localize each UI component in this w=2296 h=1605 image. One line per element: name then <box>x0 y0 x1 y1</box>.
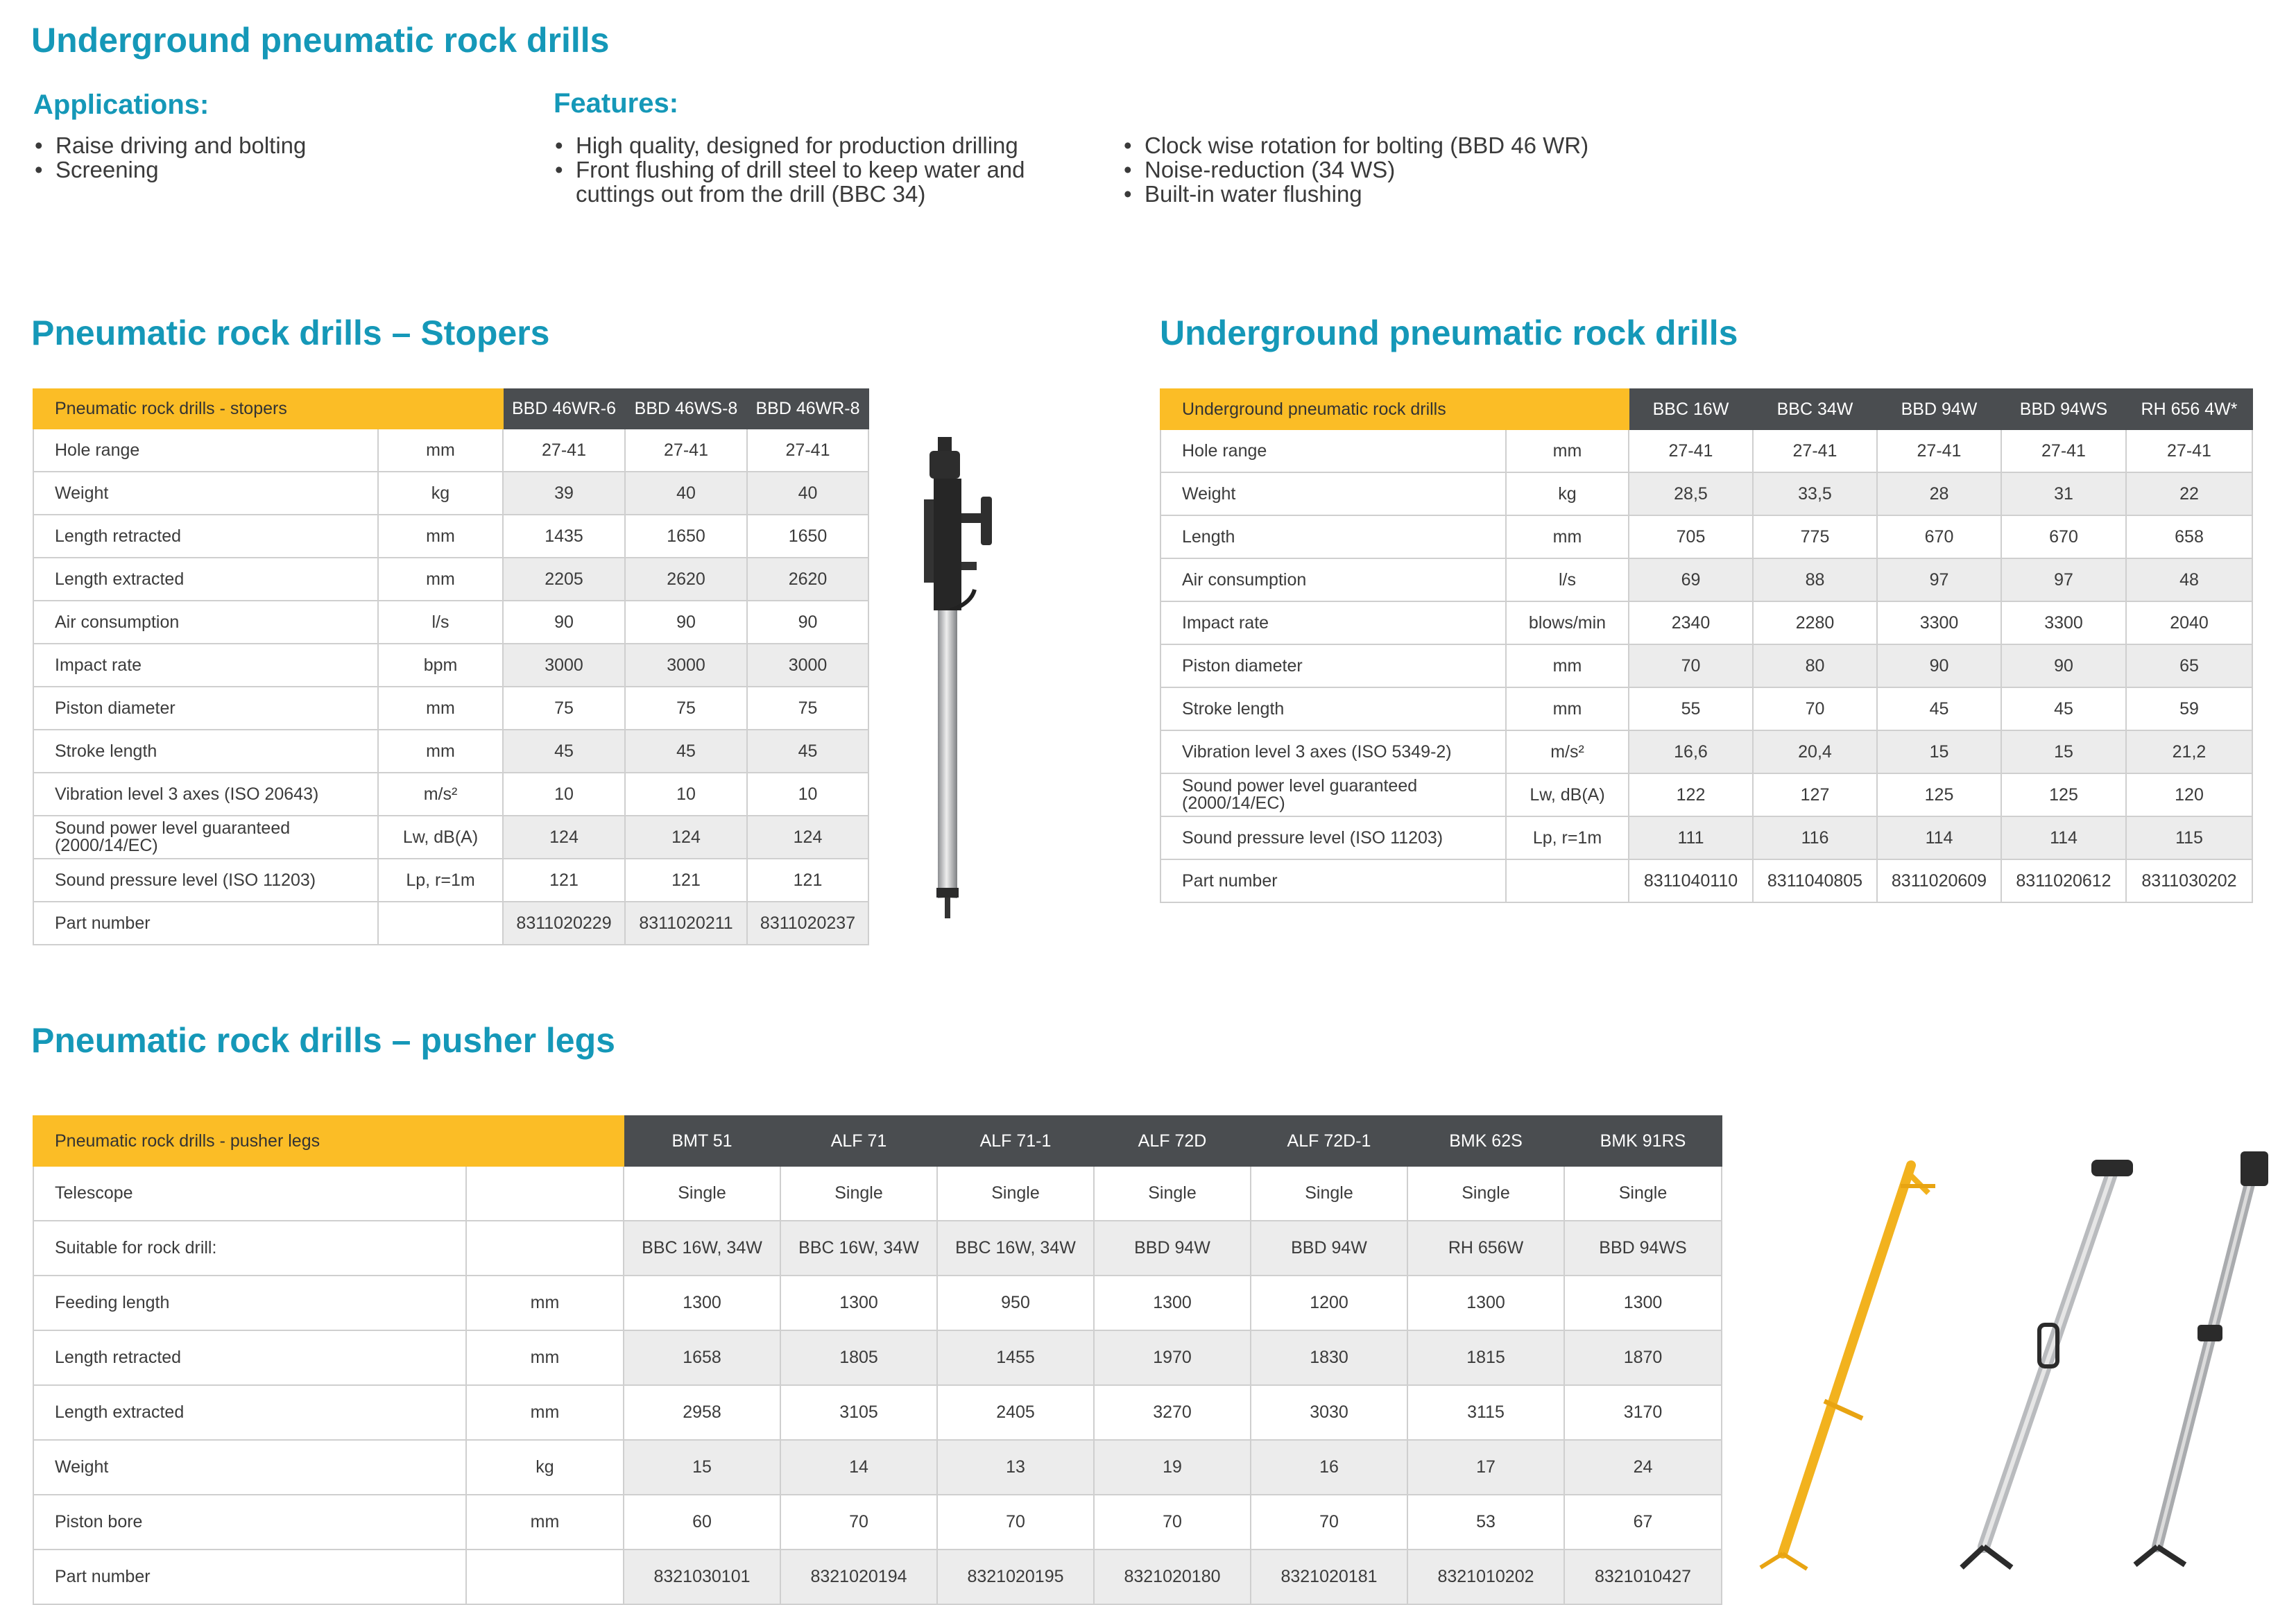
table-row <box>33 773 868 816</box>
cell-value: 670 <box>2001 515 2126 558</box>
cell-value: BBD 94W <box>1094 1221 1251 1276</box>
table-row <box>33 1330 1722 1385</box>
table-header-row <box>1160 389 2252 429</box>
list-item: • Built-in water flushing <box>1122 182 1677 206</box>
row-label: Piston diameter <box>33 687 378 730</box>
table-row <box>33 601 868 644</box>
cell-value: 90 <box>1877 644 2001 687</box>
silver-pusher-leg-image <box>1935 1151 2143 1574</box>
cell-value: 97 <box>2001 558 2126 601</box>
cell-value: 59 <box>2126 687 2252 730</box>
cell-value: 1300 <box>780 1276 937 1330</box>
row-unit: m/s² <box>1506 730 1629 773</box>
row-unit: bpm <box>378 644 503 687</box>
cell-value: 2040 <box>2126 601 2252 644</box>
row-unit: kg <box>1506 472 1629 515</box>
pusher-table <box>33 1115 1722 1605</box>
cell-value: 75 <box>625 687 747 730</box>
table-row <box>33 859 868 902</box>
table-header-row <box>33 389 868 429</box>
features-list-col2 <box>1122 133 1677 206</box>
row-unit: Lp, r=1m <box>378 859 503 902</box>
cell-value: 45 <box>1877 687 2001 730</box>
cell-value: Single <box>1564 1166 1722 1221</box>
table-row <box>33 1385 1722 1440</box>
cell-value: 2620 <box>747 558 868 601</box>
table-row <box>33 1221 1722 1276</box>
cell-value: 31 <box>2001 472 2126 515</box>
cell-value: 3105 <box>780 1385 937 1440</box>
table-row <box>33 558 868 601</box>
cell-value: 1805 <box>780 1330 937 1385</box>
cell-value: 60 <box>624 1495 780 1550</box>
cell-value: 116 <box>1753 816 1877 859</box>
cell-value: 705 <box>1629 515 1753 558</box>
cell-value: 55 <box>1629 687 1753 730</box>
cell-value: 670 <box>1877 515 2001 558</box>
row-unit <box>466 1550 624 1604</box>
row-unit: mm <box>378 687 503 730</box>
cell-value: 3030 <box>1251 1385 1407 1440</box>
table-title: Pneumatic rock drills - stopers <box>33 389 503 429</box>
row-unit: l/s <box>378 601 503 644</box>
cell-value: 24 <box>1564 1440 1722 1495</box>
cell-value: 8311030202 <box>2126 859 2252 902</box>
list-item: • Noise-reduction (34 WS) <box>1122 157 1677 182</box>
cell-value: 65 <box>2126 644 2252 687</box>
table-row <box>33 1550 1722 1604</box>
row-unit: m/s² <box>378 773 503 816</box>
cell-value: 39 <box>503 472 625 515</box>
model-header: ALF 71-1 <box>937 1116 1094 1166</box>
cell-value: 121 <box>625 859 747 902</box>
cell-value: 8311040110 <box>1629 859 1753 902</box>
cell-value: 70 <box>1753 687 1877 730</box>
cell-value: 8321020194 <box>780 1550 937 1604</box>
row-unit: mm <box>1506 687 1629 730</box>
cell-value: 127 <box>1753 773 1877 816</box>
cell-value: Single <box>780 1166 937 1221</box>
model-header: RH 656 4W* <box>2126 389 2252 429</box>
row-unit: mm <box>1506 429 1629 472</box>
cell-value: 33,5 <box>1753 472 1877 515</box>
row-label: Weight <box>1160 472 1506 515</box>
cell-value: 124 <box>747 816 868 859</box>
cell-value: RH 656W <box>1407 1221 1564 1276</box>
table-row <box>33 644 868 687</box>
row-unit: mm <box>466 1330 624 1385</box>
row-label: Sound power level guaranteed (2000/14/EC) <box>1160 773 1506 816</box>
cell-value: 2280 <box>1753 601 1877 644</box>
cell-value: BBC 16W, 34W <box>780 1221 937 1276</box>
model-header: ALF 72D <box>1094 1116 1251 1166</box>
cell-value: 3270 <box>1094 1385 1251 1440</box>
cell-value: Single <box>1251 1166 1407 1221</box>
row-label: Feeding length <box>33 1276 466 1330</box>
cell-value: 115 <box>2126 816 2252 859</box>
cell-value: 3300 <box>2001 601 2126 644</box>
cell-value: Single <box>1407 1166 1564 1221</box>
cell-value: 658 <box>2126 515 2252 558</box>
cell-value: 8311020229 <box>503 902 625 945</box>
cell-value: 8311020211 <box>625 902 747 945</box>
model-header: BBD 46WS-8 <box>625 389 747 429</box>
row-label: Length retracted <box>33 1330 466 1385</box>
cell-value: 125 <box>2001 773 2126 816</box>
cell-value: 1970 <box>1094 1330 1251 1385</box>
cell-value: 1300 <box>1407 1276 1564 1330</box>
cell-value: 27-41 <box>625 429 747 472</box>
row-unit: l/s <box>1506 558 1629 601</box>
list-item: • Front flushing of drill steel to keep water and cuttings out from the drill (BBC 34) <box>554 157 1095 206</box>
cell-value: 2340 <box>1629 601 1753 644</box>
pusher-heading: Pneumatic rock drills – pusher legs <box>31 1021 615 1060</box>
cell-value: 75 <box>747 687 868 730</box>
cell-value: 10 <box>747 773 868 816</box>
table-row <box>33 1276 1722 1330</box>
table-row <box>33 1495 1722 1550</box>
table-row <box>1160 730 2252 773</box>
table-row <box>1160 859 2252 902</box>
table-row <box>1160 515 2252 558</box>
table-row <box>33 730 868 773</box>
cell-value: 121 <box>747 859 868 902</box>
cell-value: 10 <box>503 773 625 816</box>
cell-value: BBD 94W <box>1251 1221 1407 1276</box>
cell-value: 45 <box>625 730 747 773</box>
cell-value: 40 <box>747 472 868 515</box>
cell-value: 97 <box>1877 558 2001 601</box>
cell-value: 8321020180 <box>1094 1550 1251 1604</box>
row-label: Vibration level 3 axes (ISO 20643) <box>33 773 378 816</box>
row-unit: kg <box>466 1440 624 1495</box>
cell-value: Single <box>1094 1166 1251 1221</box>
row-unit <box>378 902 503 945</box>
cell-value: 27-41 <box>1629 429 1753 472</box>
cell-value: 16 <box>1251 1440 1407 1495</box>
cell-value: 8311040805 <box>1753 859 1877 902</box>
cell-value: 27-41 <box>747 429 868 472</box>
cell-value: 1830 <box>1251 1330 1407 1385</box>
cell-value: 70 <box>937 1495 1094 1550</box>
cell-value: 27-41 <box>1753 429 1877 472</box>
row-unit <box>466 1166 624 1221</box>
model-header: ALF 72D-1 <box>1251 1116 1407 1166</box>
table-row <box>1160 601 2252 644</box>
stoper-drill-image <box>909 430 1020 929</box>
model-header: ALF 71 <box>780 1116 937 1166</box>
cell-value: 53 <box>1407 1495 1564 1550</box>
cell-value: 28,5 <box>1629 472 1753 515</box>
cell-value: 15 <box>2001 730 2126 773</box>
cell-value: 8311020609 <box>1877 859 2001 902</box>
row-unit: Lw, dB(A) <box>378 816 503 859</box>
table-title: Pneumatic rock drills - pusher legs <box>33 1116 624 1166</box>
cell-value: 40 <box>625 472 747 515</box>
list-item: • Clock wise rotation for bolting (BBD 46 WR) <box>1122 133 1677 157</box>
model-header: BBC 16W <box>1629 389 1753 429</box>
row-unit: mm <box>466 1495 624 1550</box>
model-header: BBC 34W <box>1753 389 1877 429</box>
cell-value: BBC 16W, 34W <box>624 1221 780 1276</box>
cell-value: BBD 94WS <box>1564 1221 1722 1276</box>
cell-value: 1300 <box>1094 1276 1251 1330</box>
row-label: Telescope <box>33 1166 466 1221</box>
row-unit <box>1506 859 1629 902</box>
model-header: BBD 94WS <box>2001 389 2126 429</box>
cell-value: 45 <box>747 730 868 773</box>
table-row <box>33 1440 1722 1495</box>
row-label: Stroke length <box>33 730 378 773</box>
row-unit <box>466 1221 624 1276</box>
cell-value: 1455 <box>937 1330 1094 1385</box>
table-row <box>1160 644 2252 687</box>
cell-value: 8311020612 <box>2001 859 2126 902</box>
cell-value: 2205 <box>503 558 625 601</box>
row-unit: Lw, dB(A) <box>1506 773 1629 816</box>
features-list-col1 <box>554 133 1095 206</box>
yellow-pusher-leg-image <box>1741 1144 1949 1574</box>
cell-value: 1650 <box>747 515 868 558</box>
cell-value: 114 <box>1877 816 2001 859</box>
table-row <box>33 1166 1722 1221</box>
model-header: BMK 91RS <box>1564 1116 1722 1166</box>
cell-value: 27-41 <box>2126 429 2252 472</box>
row-unit: kg <box>378 472 503 515</box>
cell-value: BBC 16W, 34W <box>937 1221 1094 1276</box>
cell-value: 90 <box>747 601 868 644</box>
table-row <box>1160 816 2252 859</box>
row-unit: Lp, r=1m <box>1506 816 1629 859</box>
cell-value: 2620 <box>625 558 747 601</box>
cell-value: 75 <box>503 687 625 730</box>
cell-value: 1200 <box>1251 1276 1407 1330</box>
row-label: Length retracted <box>33 515 378 558</box>
table-title: Underground pneumatic rock drills <box>1160 389 1629 429</box>
cell-value: 8321030101 <box>624 1550 780 1604</box>
model-header: BBD 46WR-6 <box>503 389 625 429</box>
cell-value: 8311020237 <box>747 902 868 945</box>
cell-value: 45 <box>2001 687 2126 730</box>
applications-heading: Applications: <box>33 89 209 120</box>
cell-value: 19 <box>1094 1440 1251 1495</box>
list-item: • Screening <box>33 157 505 182</box>
table-row <box>33 429 868 472</box>
cell-value: 1870 <box>1564 1330 1722 1385</box>
stopers-table <box>33 388 869 945</box>
cell-value: 48 <box>2126 558 2252 601</box>
cell-value: 8321010202 <box>1407 1550 1564 1604</box>
cell-value: 90 <box>2001 644 2126 687</box>
row-unit: mm <box>378 515 503 558</box>
row-label: Sound pressure level (ISO 11203) <box>1160 816 1506 859</box>
cell-value: 17 <box>1407 1440 1564 1495</box>
cell-value: 1658 <box>624 1330 780 1385</box>
cell-value: 950 <box>937 1276 1094 1330</box>
cell-value: 88 <box>1753 558 1877 601</box>
cell-value: 1300 <box>1564 1276 1722 1330</box>
row-label: Weight <box>33 1440 466 1495</box>
row-unit: blows/min <box>1506 601 1629 644</box>
cell-value: 121 <box>503 859 625 902</box>
row-unit: mm <box>1506 644 1629 687</box>
cell-value: 125 <box>1877 773 2001 816</box>
row-unit: mm <box>378 730 503 773</box>
row-label: Air consumption <box>1160 558 1506 601</box>
cell-value: 67 <box>1564 1495 1722 1550</box>
cell-value: 1300 <box>624 1276 780 1330</box>
cell-value: 20,4 <box>1753 730 1877 773</box>
cell-value: 14 <box>780 1440 937 1495</box>
cell-value: 114 <box>2001 816 2126 859</box>
cell-value: 775 <box>1753 515 1877 558</box>
cell-value: 45 <box>503 730 625 773</box>
table-row <box>1160 687 2252 730</box>
page-title: Underground pneumatic rock drills <box>31 21 610 60</box>
cell-value: 15 <box>624 1440 780 1495</box>
table-row <box>33 816 868 859</box>
table-row <box>1160 558 2252 601</box>
row-label: Vibration level 3 axes (ISO 5349-2) <box>1160 730 1506 773</box>
cell-value: 90 <box>625 601 747 644</box>
row-label: Hole range <box>33 429 378 472</box>
cell-value: Single <box>624 1166 780 1221</box>
table-row <box>1160 472 2252 515</box>
cell-value: 3170 <box>1564 1385 1722 1440</box>
table-header-row <box>33 1116 1722 1166</box>
row-unit: mm <box>466 1385 624 1440</box>
row-unit: mm <box>378 429 503 472</box>
table-row <box>33 472 868 515</box>
cell-value: 70 <box>780 1495 937 1550</box>
cell-value: 15 <box>1877 730 2001 773</box>
cell-value: 3000 <box>747 644 868 687</box>
grey-pusher-leg-image <box>2116 1144 2282 1574</box>
cell-value: 124 <box>503 816 625 859</box>
row-label: Weight <box>33 472 378 515</box>
model-header: BMK 62S <box>1407 1116 1564 1166</box>
row-label: Part number <box>1160 859 1506 902</box>
row-label: Part number <box>33 902 378 945</box>
row-label: Sound power level guaranteed (2000/14/EC) <box>33 816 378 859</box>
underground-table <box>1160 388 2253 903</box>
cell-value: 1650 <box>625 515 747 558</box>
row-label: Length extracted <box>33 558 378 601</box>
cell-value: 8321010427 <box>1564 1550 1722 1604</box>
cell-value: 70 <box>1094 1495 1251 1550</box>
cell-value: 3300 <box>1877 601 2001 644</box>
table-row <box>33 515 868 558</box>
row-label: Length <box>1160 515 1506 558</box>
cell-value: 90 <box>503 601 625 644</box>
cell-value: 1815 <box>1407 1330 1564 1385</box>
row-label: Part number <box>33 1550 466 1604</box>
table-row <box>33 687 868 730</box>
cell-value: 2405 <box>937 1385 1094 1440</box>
row-label: Piston diameter <box>1160 644 1506 687</box>
cell-value: 27-41 <box>1877 429 2001 472</box>
row-label: Impact rate <box>1160 601 1506 644</box>
cell-value: 22 <box>2126 472 2252 515</box>
cell-value: 111 <box>1629 816 1753 859</box>
cell-value: 13 <box>937 1440 1094 1495</box>
row-label: Length extracted <box>33 1385 466 1440</box>
underground-heading: Underground pneumatic rock drills <box>1160 314 1738 352</box>
model-header: BMT 51 <box>624 1116 780 1166</box>
cell-value: 21,2 <box>2126 730 2252 773</box>
features-heading: Features: <box>554 88 679 119</box>
model-header: BBD 46WR-8 <box>747 389 868 429</box>
list-item: • Raise driving and bolting <box>33 133 505 157</box>
row-unit: mm <box>378 558 503 601</box>
cell-value: 70 <box>1629 644 1753 687</box>
cell-value: 10 <box>625 773 747 816</box>
cell-value: 120 <box>2126 773 2252 816</box>
cell-value: 3000 <box>625 644 747 687</box>
table-row <box>33 902 868 945</box>
cell-value: Single <box>937 1166 1094 1221</box>
list-item: • High quality, designed for production drilling <box>554 133 1095 157</box>
table-row <box>1160 773 2252 816</box>
cell-value: 69 <box>1629 558 1753 601</box>
row-label: Piston bore <box>33 1495 466 1550</box>
cell-value: 70 <box>1251 1495 1407 1550</box>
row-unit: mm <box>466 1276 624 1330</box>
cell-value: 2958 <box>624 1385 780 1440</box>
stopers-heading: Pneumatic rock drills – Stopers <box>31 314 550 352</box>
row-label: Suitable for rock drill: <box>33 1221 466 1276</box>
row-label: Sound pressure level (ISO 11203) <box>33 859 378 902</box>
cell-value: 80 <box>1753 644 1877 687</box>
cell-value: 3000 <box>503 644 625 687</box>
cell-value: 124 <box>625 816 747 859</box>
table-row <box>1160 429 2252 472</box>
model-header: BBD 94W <box>1877 389 2001 429</box>
cell-value: 27-41 <box>503 429 625 472</box>
cell-value: 8321020181 <box>1251 1550 1407 1604</box>
row-label: Stroke length <box>1160 687 1506 730</box>
cell-value: 122 <box>1629 773 1753 816</box>
cell-value: 8321020195 <box>937 1550 1094 1604</box>
row-label: Hole range <box>1160 429 1506 472</box>
applications-list <box>33 133 505 182</box>
cell-value: 28 <box>1877 472 2001 515</box>
cell-value: 16,6 <box>1629 730 1753 773</box>
cell-value: 3115 <box>1407 1385 1564 1440</box>
row-unit: mm <box>1506 515 1629 558</box>
row-label: Air consumption <box>33 601 378 644</box>
cell-value: 1435 <box>503 515 625 558</box>
row-label: Impact rate <box>33 644 378 687</box>
cell-value: 27-41 <box>2001 429 2126 472</box>
